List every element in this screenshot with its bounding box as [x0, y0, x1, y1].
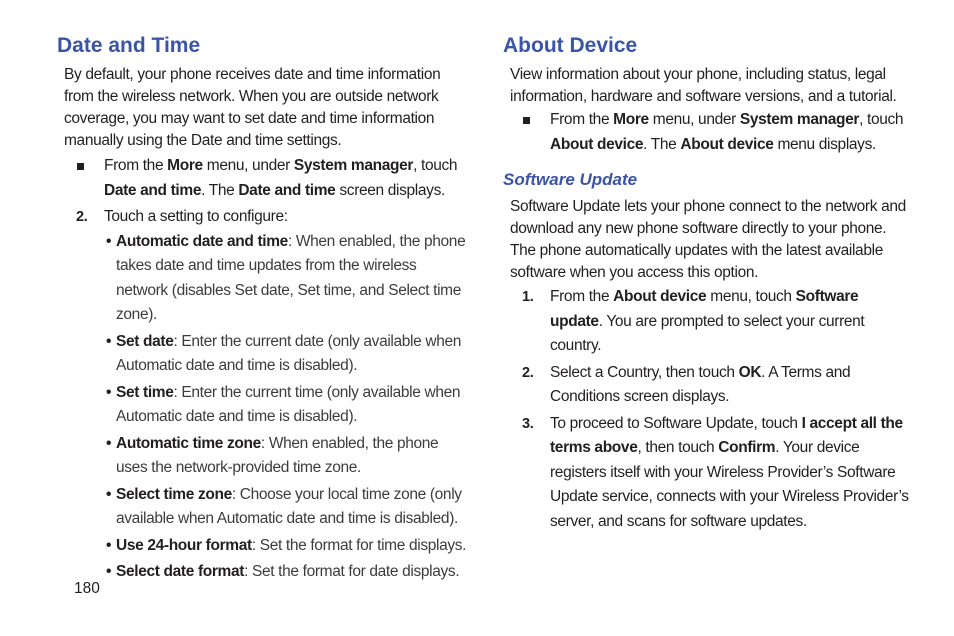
software-update-intro: Software Update lets your phone connect to the network and download any new phone software directly to your phone. The phone automatically updates with the latest available software when you access this option.	[510, 198, 906, 281]
setting-bullet: • Select time zone: Choose your local time zone (only available when Automatic date and time is disabled).	[106, 485, 462, 527]
square-bullet-icon	[77, 163, 84, 170]
section-title-date-and-time: Date and Time	[57, 34, 201, 57]
software-update-step-1: 1. From the About device menu, touch Software update. You are prompted to select your current country.	[503, 285, 913, 359]
step-number: 2.	[76, 209, 88, 225]
date-and-time-section	[57, 32, 467, 585]
setting-bullet: • Use 24-hour format: Set the format for time displays.	[106, 536, 467, 554]
step-text: Touch a setting to configure:	[104, 208, 288, 225]
software-update-step-3: 3. To proceed to Software Update, touch I accept all the terms above, then touch Confirm. Your device registers itself with your Wireless Provider’s Software Update service, connects with your Wireless Provider’s server, and scans for software updates.	[503, 412, 913, 535]
setting-bullet: • Set date: Enter the current date (only available when Automatic date and time is disabled).	[106, 332, 462, 374]
date-time-step-2	[57, 205, 467, 230]
square-bullet-icon	[523, 117, 530, 124]
setting-bullet: • Select date format: Set the format for date displays.	[106, 563, 460, 580]
setting-bullet: • Automatic time zone: When enabled, the phone uses the network-provided time zone.	[106, 434, 439, 476]
page-number: 180	[74, 580, 100, 597]
about-device-section	[503, 32, 913, 534]
date-time-intro: By default, your phone receives date and time information from the wireless network. When you are outside network coverage, you may want to set date and time information manually using the Date and time settings.	[64, 66, 441, 149]
software-update-step-2: 2. Select a Country, then touch OK. A Terms and Conditions screen displays.	[503, 361, 913, 410]
section-title-about-device: About Device	[503, 34, 638, 57]
about-device-step-square: From the More menu, under System manager, touch About device. The About device menu displays.	[503, 108, 913, 157]
about-device-intro: View information about your phone, including status, legal information, hardware and software versions, and a tutorial.	[510, 66, 897, 105]
date-time-step-square: From the More menu, under System manager, touch Date and time. The Date and time screen displays.	[57, 154, 467, 203]
setting-bullet: • Set time: Enter the current time (only available when Automatic date and time is disabled).	[106, 383, 461, 425]
step-number: 2.	[522, 364, 534, 381]
step-number: 3.	[522, 415, 534, 432]
setting-bullet: • Automatic date and time: When enabled, the phone takes date and time updates from the wireless network (disables Set date, Set time, and Select time zone).	[106, 232, 466, 323]
step-number: 1.	[522, 289, 534, 305]
subsection-title-software-update: Software Update	[503, 170, 638, 189]
